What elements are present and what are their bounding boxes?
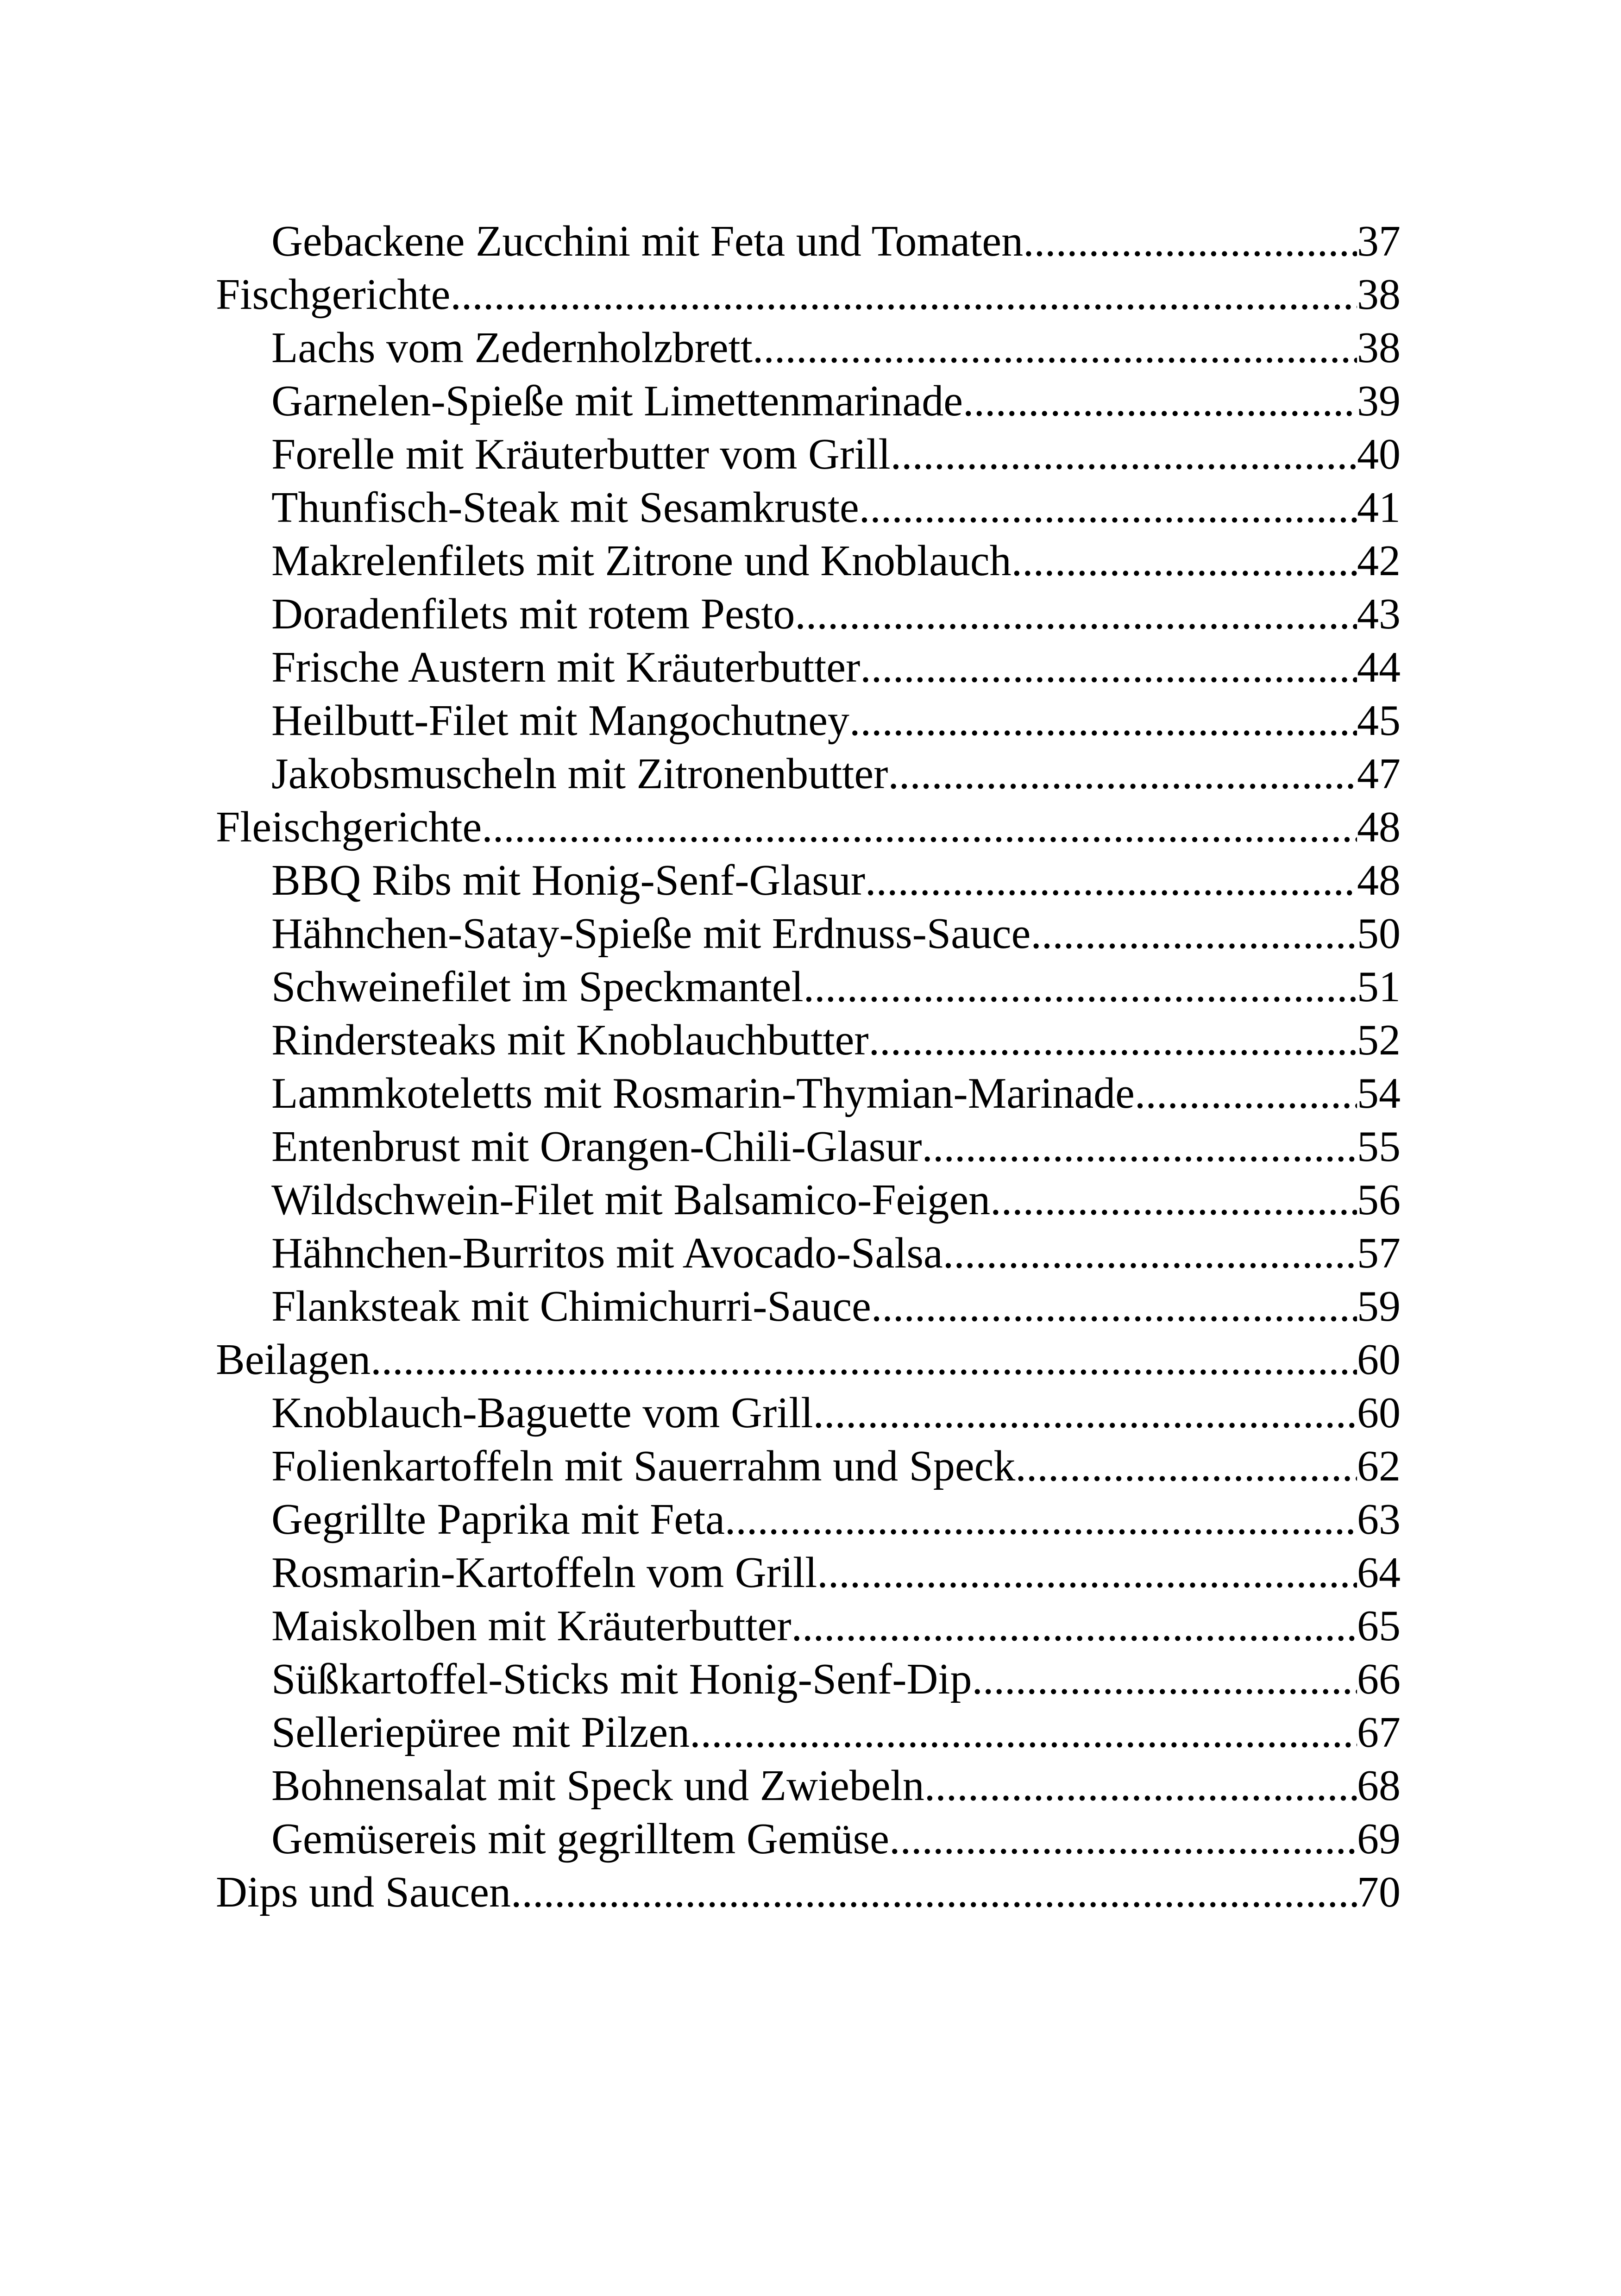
toc-entry: [216, 1280, 1401, 1333]
toc-entry: [216, 1014, 1401, 1067]
toc-entry-page: 52: [1357, 1016, 1401, 1064]
toc-entry: [216, 481, 1401, 534]
toc-entry: [216, 694, 1401, 747]
toc-entry-title: Heilbutt-Filet mit Mangochutney: [271, 696, 849, 745]
toc-dot-leader: [1015, 1440, 1357, 1493]
toc-entry-page: 40: [1357, 430, 1401, 478]
toc-dot-leader: [849, 694, 1357, 747]
toc-dot-leader: [813, 1386, 1357, 1440]
toc-dot-leader: [943, 1227, 1357, 1280]
toc-entry-title: Doradenfilets mit rotem Pesto: [271, 590, 795, 638]
toc-entry: [216, 1813, 1401, 1866]
toc-entry: [216, 1706, 1401, 1759]
toc-entry-page: 54: [1357, 1069, 1401, 1117]
toc-entry: [216, 375, 1401, 428]
toc-entry: [216, 1546, 1401, 1600]
toc-dot-leader: [725, 1493, 1357, 1546]
toc-entry: [216, 1493, 1401, 1546]
toc-entry-page: 41: [1357, 483, 1401, 532]
toc-entry-title: Gegrillte Paprika mit Feta: [271, 1495, 725, 1543]
toc-entry: [216, 1173, 1401, 1227]
toc-entry: [216, 588, 1401, 641]
toc-entry-title: Schweinefilet im Speckmantel: [271, 963, 804, 1011]
toc-entry-title: Lammkoteletts mit Rosmarin-Thymian-Marinade: [271, 1069, 1135, 1117]
toc-dot-leader: [690, 1706, 1357, 1759]
toc-section-title: Fleischgerichte: [216, 803, 482, 851]
toc-entry-page: 65: [1357, 1602, 1401, 1650]
toc-dot-leader: [972, 1653, 1357, 1706]
toc-entry-page: 38: [1357, 324, 1401, 372]
toc-entry: [216, 854, 1401, 907]
toc-dot-leader: [450, 268, 1357, 321]
toc-dot-leader: [804, 960, 1357, 1014]
toc-entry: [216, 960, 1401, 1014]
toc-entry-page: 67: [1357, 1708, 1401, 1757]
toc-entry-title: Süßkartoffel-Sticks mit Honig-Senf-Dip: [271, 1655, 972, 1703]
toc-entry-page: 60: [1357, 1389, 1401, 1437]
toc-entry: [216, 215, 1401, 268]
toc-entry-page: 50: [1357, 910, 1401, 958]
toc-entry-page: 70: [1357, 1868, 1401, 1916]
toc-entry-title: Entenbrust mit Orangen-Chili-Glasur: [271, 1123, 922, 1171]
toc-dot-leader: [871, 1280, 1357, 1333]
toc-entry-title: BBQ Ribs mit Honig-Senf-Glasur: [271, 856, 866, 904]
toc-dot-leader: [922, 1120, 1357, 1173]
toc-entry: [216, 428, 1401, 481]
toc-entry-title: Rosmarin-Kartoffeln vom Grill: [271, 1549, 817, 1597]
table-of-contents: [216, 215, 1401, 1919]
toc-section-entry: [216, 268, 1401, 321]
toc-entry-page: 63: [1357, 1495, 1401, 1543]
toc-dot-leader: [963, 375, 1357, 428]
toc-entry-title: Forelle mit Kräuterbutter vom Grill: [271, 430, 891, 478]
toc-entry: [216, 1120, 1401, 1173]
toc-entry-page: 44: [1357, 643, 1401, 691]
toc-dot-leader: [795, 588, 1357, 641]
toc-entry-page: 66: [1357, 1655, 1401, 1703]
toc-entry-title: Flanksteak mit Chimichurri-Sauce: [271, 1282, 871, 1330]
toc-entry: [216, 641, 1401, 694]
toc-section-entry: [216, 1333, 1401, 1386]
toc-entry: [216, 1759, 1401, 1813]
toc-dot-leader: [865, 854, 1357, 907]
toc-entry-title: Bohnensalat mit Speck und Zwiebeln: [271, 1762, 924, 1810]
toc-entry-page: 69: [1357, 1815, 1401, 1863]
toc-section-entry: [216, 801, 1401, 854]
toc-section-title: Beilagen: [216, 1336, 371, 1384]
toc-entry: [216, 321, 1401, 375]
toc-dot-leader: [924, 1759, 1357, 1813]
toc-dot-leader: [990, 1173, 1357, 1227]
toc-entry-page: 43: [1357, 590, 1401, 638]
toc-entry-page: 64: [1357, 1549, 1401, 1597]
toc-entry-page: 38: [1357, 270, 1401, 319]
toc-entry-page: 42: [1357, 537, 1401, 585]
toc-dot-leader: [1030, 907, 1357, 960]
toc-entry-title: Hähnchen-Satay-Spieße mit Erdnuss-Sauce: [271, 910, 1031, 958]
toc-entry-title: Lachs vom Zedernholzbrett: [271, 324, 753, 372]
toc-entry: [216, 1227, 1401, 1280]
toc-entry-page: 51: [1357, 963, 1401, 1011]
toc-entry-page: 62: [1357, 1442, 1401, 1490]
toc-dot-leader: [1023, 215, 1357, 268]
toc-dot-leader: [888, 747, 1357, 801]
toc-dot-leader: [1012, 534, 1357, 588]
toc-entry-title: Folienkartoffeln mit Sauerrahm und Speck: [271, 1442, 1016, 1490]
toc-entry-title: Wildschwein-Filet mit Balsamico-Feigen: [271, 1176, 991, 1224]
toc-entry-page: 55: [1357, 1123, 1401, 1171]
toc-entry-title: Frische Austern mit Kräuterbutter: [271, 643, 861, 691]
toc-dot-leader: [817, 1546, 1357, 1600]
toc-dot-leader: [889, 1813, 1357, 1866]
toc-dot-leader: [891, 428, 1357, 481]
toc-entry-title: Hähnchen-Burritos mit Avocado-Salsa: [271, 1229, 943, 1277]
toc-dot-leader: [511, 1866, 1357, 1919]
toc-entry-title: Knoblauch-Baguette vom Grill: [271, 1389, 813, 1437]
toc-entry-page: 59: [1357, 1282, 1401, 1330]
toc-entry-page: 68: [1357, 1762, 1401, 1810]
toc-section-title: Fischgerichte: [216, 270, 451, 319]
toc-entry-page: 45: [1357, 696, 1401, 745]
toc-entry-title: Rindersteaks mit Knoblauchbutter: [271, 1016, 869, 1064]
toc-dot-leader: [860, 641, 1357, 694]
toc-section-entry: [216, 1866, 1401, 1919]
toc-entry: [216, 747, 1401, 801]
toc-section-title: Dips und Saucen: [216, 1868, 511, 1916]
toc-dot-leader: [753, 321, 1357, 375]
toc-entry: [216, 907, 1401, 960]
toc-entry: [216, 1600, 1401, 1653]
toc-entry-page: 57: [1357, 1229, 1401, 1277]
toc-entry-title: Makrelenfilets mit Zitrone und Knoblauch: [271, 537, 1012, 585]
toc-entry-title: Jakobsmuscheln mit Zitronenbutter: [271, 750, 888, 798]
toc-entry: [216, 1440, 1401, 1493]
toc-entry-title: Thunfisch-Steak mit Sesamkruste: [271, 483, 859, 532]
toc-entry: [216, 1653, 1401, 1706]
toc-entry-page: 48: [1357, 803, 1401, 851]
toc-entry-title: Gemüsereis mit gegrilltem Gemüse: [271, 1815, 889, 1863]
toc-entry-title: Gebackene Zucchini mit Feta und Tomaten: [271, 217, 1024, 265]
toc-entry-page: 56: [1357, 1176, 1401, 1224]
toc-entry-title: Selleriepüree mit Pilzen: [271, 1708, 690, 1757]
toc-dot-leader: [859, 481, 1357, 534]
toc-entry: [216, 1067, 1401, 1120]
toc-entry: [216, 1386, 1401, 1440]
toc-dot-leader: [371, 1333, 1357, 1386]
toc-dot-leader: [1135, 1067, 1357, 1120]
toc-dot-leader: [792, 1600, 1357, 1653]
toc-dot-leader: [869, 1014, 1357, 1067]
toc-entry-page: 48: [1357, 856, 1401, 904]
toc-entry-title: Garnelen-Spieße mit Limettenmarinade: [271, 377, 963, 425]
toc-dot-leader: [482, 801, 1357, 854]
toc-entry-page: 37: [1357, 217, 1401, 265]
toc-entry-page: 47: [1357, 750, 1401, 798]
toc-entry-page: 39: [1357, 377, 1401, 425]
toc-entry-title: Maiskolben mit Kräuterbutter: [271, 1602, 792, 1650]
toc-entry: [216, 534, 1401, 588]
toc-entry-page: 60: [1357, 1336, 1401, 1384]
